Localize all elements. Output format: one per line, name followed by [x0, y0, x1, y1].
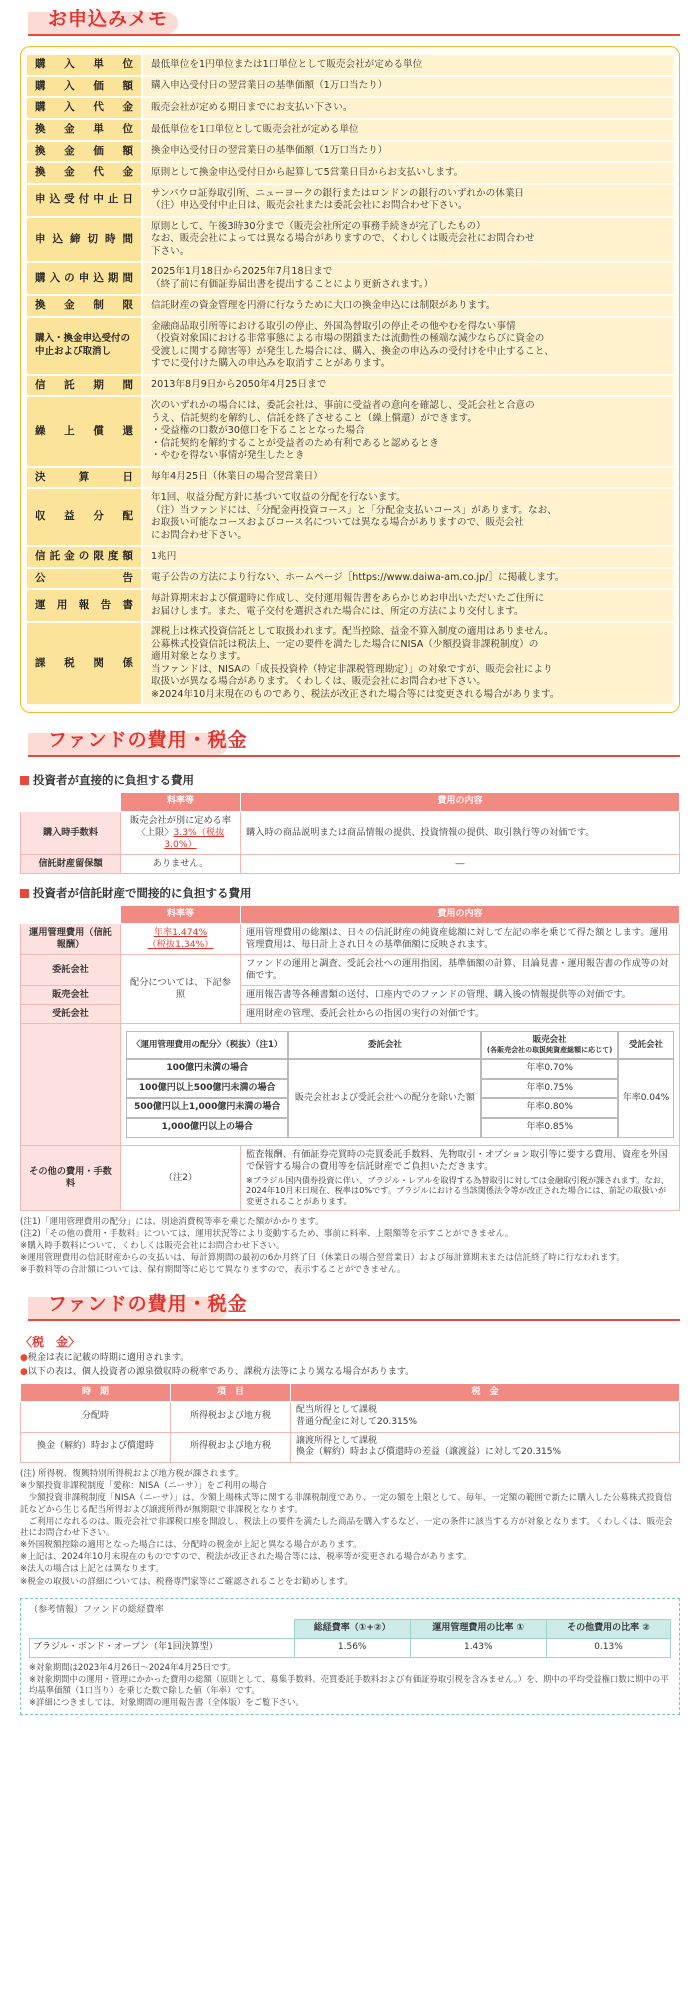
ref-col-header: その他費用の比率 ② [546, 1620, 670, 1639]
purchase-fee-content: 購入時の商品説明または商品情報の提供、投資情報の提供、取引執行等の対価です。 [241, 811, 680, 854]
note-line: ※詳細につきましては、対象期間の運用報告書（全体版）をご覧下さい。 [29, 1696, 304, 1707]
alloc-header-sub: (各販売会社の取扱純資産総額に応じて) [486, 1046, 613, 1054]
memo-value-line: 適用対象となります。 [151, 651, 247, 663]
memo-value-line: ・やむを得ない事情が発生したとき [151, 450, 305, 462]
bullet-text: 税金は表に記載の時期に適用されます。 [27, 1353, 190, 1364]
memo-value-line: 次のいずれかの場合には、委託会社は、事前に受益者の意向を確認し、受託会社と合意の [151, 400, 535, 412]
memo-value-line: うえ、信託契約を解約し、信託を終了させること（繰上償還）ができます。 [151, 412, 477, 424]
reference-box [20, 1598, 680, 1716]
alloc-header: 受託会社 [618, 1031, 674, 1059]
note-line: ご利用になれるのは、販売会社で非課税口座を開設し、税法上の要件を満たした商品を購入するなど、一定の条件に該当する方が対象となります。くわしくは、販売会社にお問合わせ下さい。 [20, 1516, 673, 1538]
memo-value-line: ・受益権の口数が30億口を下ることとなった場合 [151, 425, 365, 437]
memo-key: 収益分配 [27, 489, 143, 545]
mgmt-fee-content: 運用管理費用の総額は、日々の信託財産の純資産総額に対して左記の率を乗じて得た額とします。運用管理費用は、毎日計上され日々の基準価額に反映されます。 [241, 924, 680, 955]
bullet-icon: ● [20, 1353, 28, 1364]
memo-key: 決算日 [27, 468, 143, 488]
memo-key: 信託期間 [27, 376, 143, 396]
other-fee-label: その他の費用・手数料 [21, 1145, 121, 1210]
alloc-header-main: 販売会社 [532, 1034, 567, 1045]
content-header: 費用の内容 [241, 905, 680, 924]
tax-value [291, 1402, 680, 1432]
note-line: ※購入時手数料について、くわしくは販売会社にお問合わせ下さい。 [20, 1241, 285, 1252]
memo-table [27, 53, 673, 706]
tier: 1,000億円以上の場合 [126, 1118, 288, 1138]
note-line: ※運用管理費用の信託財産からの支払いは、毎計算期間の最初の6か月終了日（休業日の場合翌営業日）および毎計算期末または信託終了時に行なわれます。 [20, 1253, 625, 1264]
fees-section-title [20, 721, 680, 761]
note-line: (注1)「運用管理費用の配分」には、別途消費税等率を乗じた額がかかります。 [20, 1216, 324, 1227]
memo-row [27, 547, 673, 567]
ref-col-header: 総経費率（①+②） [294, 1620, 410, 1639]
memo-value [143, 77, 673, 97]
memo-row [27, 120, 673, 140]
memo-row [27, 98, 673, 118]
memo-box [20, 46, 680, 713]
memo-key: 購入の申込期間 [27, 263, 143, 294]
memo-key: 運用報告書 [27, 590, 143, 621]
memo-value [143, 218, 673, 261]
tier-rate: 年率0.85% [481, 1118, 618, 1138]
memo-value [143, 263, 673, 294]
memo-value [143, 98, 673, 118]
memo-value-line: 購入申込受付日の翌営業日の基準価額（1万口当たり） [151, 80, 388, 92]
table-row [21, 955, 680, 986]
allocation-table [126, 1031, 674, 1138]
reference-notes [29, 1662, 671, 1708]
memo-value-line: お取扱い可能なコースおよびコース名については異なる場合がありますので、販売会社 [151, 517, 524, 529]
tax-rate: 換金（解約）時および償還時の差益（譲渡益）に対して20.315% [296, 1447, 562, 1458]
tax-when: 分配時 [21, 1402, 171, 1432]
memo-value [143, 623, 673, 704]
tier: 500億円以上1,000億円未満の場合 [126, 1098, 288, 1118]
direct-fee-table [20, 792, 680, 874]
memo-key: 換金代金 [27, 163, 143, 183]
memo-key: 課税関係 [27, 623, 143, 704]
fees-title: ファンドの費用・税金 [48, 729, 248, 752]
blank-header [21, 905, 121, 924]
ref-col-header: 運用管理費用の比率 ① [410, 1620, 546, 1639]
note-line: ※税金の取扱いの詳細については、税務専門家等にご確認されることをお勧めします。 [20, 1576, 353, 1587]
memo-key: 購入代金 [27, 98, 143, 118]
note-line: ※少額投資非課税制度「愛称：NISA（ニーサ）」をご利用の場合 [20, 1481, 267, 1492]
table-row [21, 1145, 680, 1210]
memo-value-line: 課税上は株式投資信託として取扱われます。配当控除、益金不算入制度の適用はありません。 [151, 626, 554, 638]
tax-notes [20, 1469, 680, 1588]
reference-title: （参考情報）ファンドの総経費率 [29, 1604, 164, 1615]
other-fee-content [241, 1145, 680, 1210]
tier-rate: 年率0.80% [481, 1098, 618, 1118]
note-line: ※法人の場合は上記とは異なります。 [20, 1564, 165, 1575]
mgmt-fee-label: 運用管理費用（信託報酬） [21, 924, 121, 955]
memo-value-line: 信託財産の資金管理を円滑に行なうために大口の換金申込には制限があります。 [151, 299, 496, 311]
indirect-fee-heading-text: 投資者が信託財産で間接的に負担する費用 [33, 885, 252, 900]
alloc-rate-note: 配分については、下記参照 [121, 955, 241, 1024]
trust-reserve-rate: ありません。 [121, 854, 241, 873]
note-line: ※対象期間中の運用・管理にかかった費用の総額（原則として、募集手数料、売買委託手数料および有価証券取引税を含みません。）を、期中の平均受益権口数に期中の平均基準価額（1口当り）を乗じた数で除した値（年率）です。 [29, 1673, 669, 1695]
memo-row [27, 468, 673, 488]
allocation-cell [121, 1023, 680, 1145]
ref-value: 1.43% [410, 1639, 546, 1658]
memo-row [27, 55, 673, 75]
trust-reserve-content: ― [241, 854, 680, 873]
memo-key: 信託金の限度額 [27, 547, 143, 567]
memo-value [143, 318, 673, 374]
tax-section-title [20, 1285, 680, 1325]
list-item [20, 1353, 680, 1365]
memo-value-line: 1兆円 [151, 550, 177, 562]
memo-value [143, 120, 673, 140]
memo-value-line: 原則として、午後3時30分まで（販売会社所定の事務手続きが完了したもの） [151, 220, 486, 232]
title-underline [28, 755, 680, 757]
memo-value-line: 当ファンドは、NISAの「成長投資枠（特定非課税管理勘定）」の対象ですが、販売会社により [151, 663, 553, 675]
memo-key: 購入・換金申込受付の中止および取消し [27, 318, 143, 374]
tax-col-header: 項 目 [171, 1383, 291, 1402]
memo-value-line: 2013年8月9日から2050年4月25日まで [151, 379, 327, 391]
fee-notes [20, 1217, 680, 1277]
bullet-text: 以下の表は、個人投資者の源泉徴収時の税率であり、課税方法等により異なる場合があります。 [27, 1366, 415, 1377]
memo-title: お申込みメモ [48, 8, 169, 31]
memo-value [143, 569, 673, 589]
memo-row [27, 296, 673, 316]
memo-value-line: 毎計算期末および償還時に作成し、交付運用報告書をあらかじめお申出いただいたご住所に [151, 593, 545, 605]
memo-value-line: にお問合わせ下さい。 [151, 529, 247, 541]
table-row [21, 1402, 680, 1432]
memo-row [27, 318, 673, 374]
purchase-fee-rate [121, 811, 241, 854]
alloc-header: 〈運用管理費用の配分〉（税抜）（注1） [126, 1031, 288, 1059]
note-line: ※外国税額控除の適用となった場合には、分配時の税金が上記と異なる場合があります。 [20, 1540, 362, 1551]
table-row [126, 1059, 674, 1079]
note-line: ※上記は、2024年10月末現在のものですので、税法が改正された場合等には、税率等が変更される場合があります。 [20, 1552, 472, 1563]
tier-rate: 年率0.75% [481, 1079, 618, 1099]
memo-key: 購入単位 [27, 55, 143, 75]
rate-line: 販売会社が別に定める率 [129, 814, 232, 826]
memo-row [27, 569, 673, 589]
rate-header: 料率等 [121, 793, 241, 812]
square-bullet-icon [20, 889, 29, 898]
square-bullet-icon [20, 776, 29, 785]
memo-value-line: 受渡しに関する障害等）が発生した場合には、購入、換金の申込みの受付けを中止すること、 [151, 345, 554, 357]
title-underline [28, 1319, 680, 1321]
title-underline [28, 34, 680, 36]
memo-value-line: 金融商品取引所等における取引の停止、外国為替取引の停止その他やむを得ない事情 [151, 320, 516, 332]
memo-row [27, 590, 673, 621]
memo-value-line: 2025年1月18日から2025年7月18日まで [151, 266, 333, 278]
memo-key: 公告 [27, 569, 143, 589]
note-line: 少額投資非課税制度「NISA（ニーサ）」は、少額上場株式等に関する非課税制度であり、一定の額を上限として、毎年、一定額の範囲で新たに購入した公募株式投資信託などから生じる配当所得および譲渡所得が無期限で非課税となります。 [20, 1493, 672, 1515]
mgmt-fee-rate [121, 924, 241, 955]
other-fee-note: ※ブラジル国内債券投資に伴い、ブラジル・レアルを取得する為替取引に対しては金融取引税が課されます。なお、2024年10月末日現在、税率は0%です。ブラジルにおける当該関係法令等が改正された場合には、前記の取扱いが変更されることがあります。 [246, 1174, 670, 1207]
memo-value-line: 販売会社が定める期日までにお支払い下さい。 [151, 101, 353, 113]
memo-value [143, 590, 673, 621]
memo-value-line: 換金申込受付日の翌営業日の基準価額（1万口当たり） [151, 145, 388, 157]
direct-fee-heading [20, 773, 680, 788]
memo-value-line: ※2024年10月末現在のものであり、税法が改正された場合等には変更される場合があります。 [151, 688, 560, 700]
tax-col-header: 税 金 [291, 1383, 680, 1402]
mgmt-rate-line: 年率1.474% [153, 927, 208, 939]
fund-name: ブラジル・ボンド・オープン（年1回決算型） [30, 1639, 295, 1658]
memo-value [143, 468, 673, 488]
note-line: ※対象期間は2023年4月26日～2024年4月25日です。 [29, 1661, 236, 1672]
tax-rate: 普通分配金に対して20.315% [296, 1416, 418, 1427]
memo-value [143, 296, 673, 316]
alloc-header: 委託会社 [288, 1031, 481, 1059]
memo-key: 繰上償還 [27, 397, 143, 465]
other-fee-rate: （注2） [121, 1145, 241, 1210]
memo-row [27, 163, 673, 183]
memo-value [143, 376, 673, 396]
tax-heading: 〈税 金〉 [20, 1334, 81, 1349]
memo-value-line: 年1回、収益分配方針に基づいて収益の分配を行ないます。 [151, 492, 406, 504]
tier-rate: 年率0.70% [481, 1059, 618, 1079]
table-row [21, 1023, 680, 1145]
table-row [21, 1005, 680, 1024]
content-header: 費用の内容 [241, 793, 680, 812]
memo-row [27, 397, 673, 465]
memo-row [27, 623, 673, 704]
ref-value: 0.13% [546, 1639, 670, 1658]
memo-key: 購入価額 [27, 77, 143, 97]
table-row [21, 924, 680, 955]
memo-key: 換金制限 [27, 296, 143, 316]
memo-value [143, 163, 673, 183]
rate-header: 料率等 [121, 905, 241, 924]
memo-key: 換金価額 [27, 142, 143, 162]
memo-row [27, 77, 673, 97]
memo-value-line: ・信託契約を解約することが受益者のため有利であると認めるとき [151, 437, 439, 449]
purchase-fee-label: 購入時手数料 [21, 811, 121, 854]
memo-value-line: すでに受付けた購入の申込みを取消すことがあります。 [151, 358, 391, 370]
memo-value-line: （投資対象国における非常事態による市場の閉鎖または流動性の極端な減少ならびに資金の [151, 333, 545, 345]
tax-type: 譲渡所得として課税 [296, 1435, 378, 1446]
reference-table [29, 1619, 671, 1657]
indirect-fee-heading [20, 886, 680, 901]
note-line: (注) 所得税、復興特別所得税および地方税が課されます。 [20, 1468, 244, 1479]
tax-title: ファンドの費用・税金 [48, 1292, 248, 1315]
memo-value [143, 547, 673, 567]
memo-value [143, 397, 673, 465]
trust-reserve-label: 信託財産留保額 [21, 854, 121, 873]
memo-value-line: お届けします。また、電子交付を選択された場合には、所定の方法により交付します。 [151, 605, 524, 617]
memo-key: 申込締切時間 [27, 218, 143, 261]
tax-bullets [20, 1353, 680, 1378]
tax-when: 換金（解約）時および償還時 [21, 1432, 171, 1462]
tax-item: 所得税および地方税 [171, 1402, 291, 1432]
memo-value-line: 最低単位を1円単位または1口単位として販売会社が定める単位 [151, 58, 423, 70]
memo-value-line: 電子公告の方法により行ない、ホームページ［https://www.daiwa-am.co.jp/］に掲載します。 [151, 572, 565, 584]
trust-alloc-note: 販売会社および受託会社への配分を除いた額 [288, 1059, 481, 1138]
tier: 100億円未満の場合 [126, 1059, 288, 1079]
party-content: 運用報告書等各種書類の送付、口座内でのファンドの管理、購入後の情報提供等の対価です。 [241, 986, 680, 1005]
table-row [30, 1639, 671, 1658]
tax-value [291, 1432, 680, 1462]
table-row [21, 1432, 680, 1462]
rate-cap-label: 〈上限〉 [136, 826, 174, 838]
note-line: ※手数料等の合計額については、保有期間等に応じて異なりますので、表示することができません。 [20, 1265, 406, 1276]
bullet-icon: ● [20, 1366, 28, 1377]
memo-section-title [20, 0, 680, 40]
blank-cell [21, 1023, 121, 1145]
memo-value [143, 185, 673, 216]
party-label: 委託会社 [21, 955, 121, 986]
table-row [21, 811, 680, 854]
trustee-rate: 年率0.04% [618, 1059, 674, 1138]
alloc-header [481, 1031, 618, 1059]
table-row [21, 986, 680, 1005]
other-fee-text: 監査報酬、有価証券売買時の売買委託手数料、先物取引・オプション取引等に要する費用、資産を外国で保管する場合の費用等を信託財産でご負担いただきます。 [246, 1148, 668, 1172]
memo-value-line: 取扱いが異なる場合があります。くわしくは、販売会社にお問合わせ下さい。 [151, 676, 487, 688]
mgmt-rate-ex-tax: （税抜1.34%） [147, 939, 214, 951]
memo-value-line: 原則として換金申込受付日から起算して5営業日目からお支払いします。 [151, 166, 464, 178]
memo-row [27, 489, 673, 545]
table-row [21, 854, 680, 873]
tier: 100億円以上500億円未満の場合 [126, 1079, 288, 1099]
memo-value-line: （注）申込受付中止日は、販売会社または委託会社にお問合わせ下さい。 [151, 200, 468, 212]
memo-value-line: （注）当ファンドには、「分配金再投資コース」と「分配金支払いコース」があります。なお、 [151, 504, 557, 516]
memo-value-line: 下さい。 [151, 245, 190, 257]
memo-key: 申込受付中止日 [27, 185, 143, 216]
memo-value-line: 毎年4月25日（休業日の場合翌営業日） [151, 471, 323, 483]
party-content: 運用財産の管理、委託会社からの指図の実行の対価です。 [241, 1005, 680, 1024]
blank-header [30, 1620, 295, 1639]
list-item [20, 1367, 680, 1379]
note-line: (注2)「その他の費用・手数料」については、運用状況等により変動するため、事前に料率、上限額等を示すことができません。 [20, 1228, 514, 1239]
party-label: 販売会社 [21, 986, 121, 1005]
tax-col-header: 時 期 [21, 1383, 171, 1402]
memo-value-line: （終了前に有価証券届出書を提出することにより更新されます。） [151, 278, 434, 290]
party-label: 受託会社 [21, 1005, 121, 1024]
memo-row [27, 185, 673, 216]
tax-item: 所得税および地方税 [171, 1432, 291, 1462]
direct-fee-heading-text: 投資者が直接的に負担する費用 [33, 773, 194, 788]
memo-row [27, 376, 673, 396]
memo-value-line: なお、販売会社によっては異なる場合がありますので、くわしくは販売会社にお問合わせ [151, 233, 535, 245]
party-content: ファンドの運用と調査、受託会社への運用指図、基準価額の計算、目論見書・運用報告書の作成等の対価です。 [241, 955, 680, 986]
blank-header [21, 793, 121, 812]
memo-key: 換金単位 [27, 120, 143, 140]
indirect-fee-table [20, 905, 680, 1211]
memo-value-line: サンパウロ証券取引所、ニューヨークの銀行またはロンドンの銀行のいずれかの休業日 [151, 187, 525, 199]
memo-value [143, 489, 673, 545]
tax-type: 配当所得として課税 [296, 1405, 378, 1416]
memo-value-line: 公募株式投資信託は税法上、一定の要件を満たした場合にNISA（少額投資非課税制度）の [151, 638, 539, 650]
ref-value: 1.56% [294, 1639, 410, 1658]
memo-value [143, 55, 673, 75]
memo-value-line: 最低単位を1口単位として販売会社が定める単位 [151, 123, 359, 135]
memo-value [143, 142, 673, 162]
tax-table [20, 1383, 680, 1463]
memo-row [27, 263, 673, 294]
rate-cap-value: 3.3%（税抜3.0%） [164, 826, 225, 850]
memo-row [27, 218, 673, 261]
memo-row [27, 142, 673, 162]
